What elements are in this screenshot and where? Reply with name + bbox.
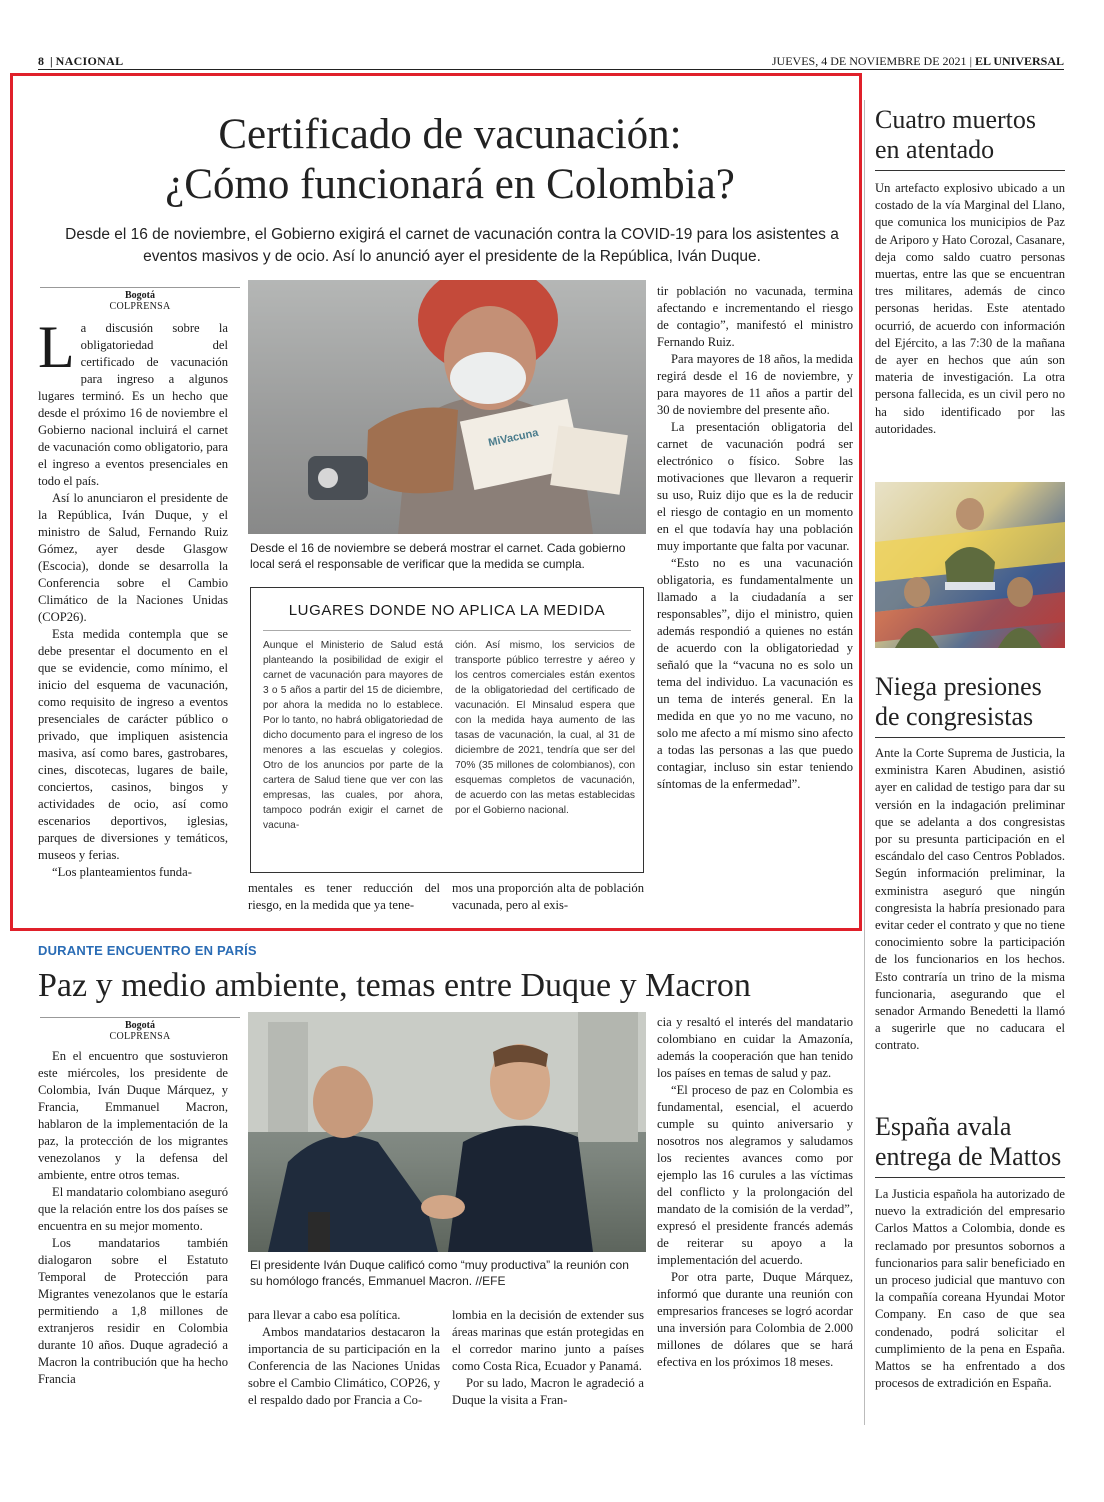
second-photo-caption: El presidente Iván Duque calificó como “muy productiva” la reunión con su homólogo francés, Emmanuel Macron. //EFE bbox=[250, 1258, 629, 1288]
second-byline bbox=[40, 1017, 240, 1042]
main-headline bbox=[40, 110, 860, 210]
byline bbox=[40, 287, 240, 312]
second-kicker: DURANTE ENCUENTRO EN PARÍS bbox=[38, 943, 257, 958]
paragraph: Esta medida contempla que se debe presentar el documento en el que se evidencie, como mínimo, el inicio del esquema de vacunación, como requisito de ingreso a eventos presenciales de carácter público o privado, que impliquen asistencia masiva, así como bares, gastrobares, cines, discotecas, lugares de baile, conciertos, casinos, bingos y actividades de ocio, así como escenarios deportivos, iglesias, parques de diversiones y temáticos, museos y ferias. bbox=[38, 627, 228, 862]
second-column-4 bbox=[657, 1014, 853, 1423]
byline-city: Bogotá bbox=[125, 1020, 155, 1031]
paragraph: para llevar a cabo esa política. bbox=[248, 1308, 401, 1322]
info-box-column-1: Aunque el Ministerio de Salud está planteando la posibilidad de exigir el carnet de vacunación para mayores de 3 o 5 años a partir del 15 de diciembre, por ahora la medida no lo establece. Por lo tanto, no habrá obligatoriedad de dicho documento para el ingreso de los menores a las escuelas y colegios. Otro de los anuncios por parte de la cartera de Salud tiene que ver con las empresas, las cuales, por ahora, tampoco podrán exigir el carnet de vacuna- bbox=[263, 640, 443, 831]
article-column-3 bbox=[452, 880, 644, 916]
photo-illustration bbox=[248, 280, 646, 534]
card-label: MiVacuna bbox=[487, 426, 540, 450]
paragraph: “El proceso de paz en Colombia es fundamental, esencial, el acuerdo cumple su quinto aniversario y nosotros nos alegramos y saludamos los recientes avances como por ejemplo las 16 curules a las víctimas del conflicto y la prolongación del mandato de la comisión de la verdad”, expresó el presidente francés además de reiterar su apoyo a la implementación del acuerdo. bbox=[657, 1083, 853, 1267]
sidebar-story-1: Un artefacto explosivo ubicado a un costado de la vía Marginal del Llano, que comunica los municipios de Paz de Ariporo y Hato Corozal, Casanare, deja como saldo cuatro personas muertas, entre las que se encuentran tres militares, además de cinco personas heridas. Este atentado ocurrió, de acuerdo con información del Ejército, a las 7:30 de la mañana de ayer en hechos que aún son materia de investigación. La otra persona fallecida, es un civil pero no ha sido identificado por las autoridades. bbox=[875, 181, 1065, 436]
folio-left: 8 | NACIONAL bbox=[38, 54, 124, 68]
paragraph: Para mayores de 18 años, la medida regirá desde el 16 de noviembre, y para mayores de 11 años a partir del 30 de noviembre del presente año. bbox=[657, 352, 853, 417]
dropcap: L bbox=[38, 320, 75, 380]
byline-agency: COLPRENSA bbox=[109, 1031, 171, 1042]
sidebar-story-3: La Justicia española ha autorizado de nuevo la extradición del empresario Carlos Mattos a Colombia, donde es reclamado por presuntos sobornos a funcionarios para salir beneficiado en un proceso judicial que mantuvo con la compañía coreana Hyundai Motor Company. En caso de que sea condenado, podrá solicitar el cumplimiento de la pena en España. Mattos se ha enfrentado a dos procesos de extradición en España. bbox=[875, 1187, 1065, 1391]
page-number: 8 bbox=[38, 54, 44, 68]
duque-macron-photo bbox=[248, 1012, 646, 1252]
second-column-2 bbox=[248, 1307, 440, 1423]
second-headline: Paz y medio ambiente, temas entre Duque y Macron bbox=[38, 967, 751, 1004]
newspaper-name: EL UNIVERSAL bbox=[974, 54, 1064, 68]
sidebar-photo bbox=[875, 482, 1065, 648]
second-column-1 bbox=[38, 1048, 228, 1423]
paragraph: Así lo anunciaron el presidente de la República, Iván Duque, y el ministro de Salud, Fernando Ruiz Gómez, ayer desde Glasgow (Escocia), donde se desarrolla la Conferencia sobre el Cambio Climático de la Naciones Unidas (COP26). bbox=[38, 491, 228, 624]
paragraph: El mandatario colombiano aseguró que la relación entre los dos países se encuentra en su mejor momento. bbox=[38, 1185, 228, 1233]
paragraph: a discusión sobre la obligatoriedad del certificado de vacunación para ingreso a algunos lugares terminó. Es un hecho que desde el próximo 16 de noviembre el Gobierno nacional incluirá el carnet de vacunación como obligatorio, para el ingreso a eventos presenciales en todo el país. bbox=[38, 321, 228, 488]
paragraph: lombia en la decisión de extender sus áreas marinas que están protegidas en el corredor marino junto a países como Costa Rica, Ecuador y Panamá. bbox=[452, 1308, 644, 1373]
sidebar-headline-2: Niega presiones de congresistas bbox=[875, 672, 1042, 731]
article-column-4 bbox=[657, 283, 853, 917]
paragraph: mos una proporción alta de población vacunada, pero al exis- bbox=[452, 881, 644, 912]
paragraph: Ambos mandatarios destacaron la importancia de su participación en la Conferencia de las Naciones Unidas sobre el Cambio Climático, COP26, y el respaldo dado por Francia a Co- bbox=[248, 1325, 440, 1407]
paragraph: tir población no vacunada, termina afectando e incrementando el riesgo de contagio”, manifestó el ministro Fernando Ruiz. bbox=[657, 284, 853, 349]
article-deck: Desde el 16 de noviembre, el Gobierno exigirá el carnet de vacunación contra la COVID-19 para los asistentes a eventos masivos y de ocio. Así lo anunció ayer el presidente de la República, Iván Duque. bbox=[65, 226, 839, 265]
info-box-rule bbox=[263, 630, 631, 631]
paragraph: Por su lado, Macron le agradeció a Duque la visita a Fran- bbox=[452, 1376, 644, 1407]
column-divider bbox=[864, 100, 865, 1425]
headline-line-1: Certificado de vacunación: bbox=[218, 111, 682, 158]
paragraph: La presentación obligatoria del carnet de vacunación podrá ser electrónico o físico. Sobre las motivaciones que llevaron a requerir su uso, Ruiz dijo que es la de reducir el riesgo de contagio en un momento en el que todavía hay una población muy importante que falta por vacunar. bbox=[657, 420, 853, 553]
sidebar-rule bbox=[875, 170, 1065, 171]
paragraph: cia y resaltó el interés del mandatario colombiano en cuidar la Amazonía, además la cooperación que han tenido los países en temas de salud y paz. bbox=[657, 1015, 853, 1080]
info-box-title: LUGARES DONDE NO APLICA LA MEDIDA bbox=[288, 602, 606, 619]
info-box-column-2: ción. Así mismo, los servicios de transporte público terrestre y aéreo y los centros comerciales están exentos de la obligatoriedad del certificado de vacunación. El Minsalud espera que con la medida haya aumento de las tasas de vacunación, la cual, al 31 de diciembre de 2021, tendría que ser del 70% (35 millones de colombianos), con esquemas completos de vacunación, de acuerdo con las metas establecidas por el Gobierno nacional. bbox=[455, 640, 635, 816]
photo-illustration bbox=[248, 1012, 646, 1252]
info-box bbox=[250, 587, 644, 873]
page-folio bbox=[38, 54, 1064, 70]
byline-city: Bogotá bbox=[125, 290, 155, 301]
byline-agency: COLPRENSA bbox=[109, 301, 171, 312]
paragraph: Por otra parte, Duque Márquez, informó que durante una reunión con empresarios franceses se logró acordar una inversión para Colombia de 2.000 millones de dólares que se hará efectiva en los próximos 18 meses. bbox=[657, 1270, 853, 1369]
issue-date: JUEVES, 4 DE NOVIEMBRE DE 2021 bbox=[771, 54, 967, 68]
sidebar-story-2: Ante la Corte Suprema de Justicia, la exministra Karen Abudinen, asistió ayer en calidad de testigo para dar su versión en la indagación preliminar que se adelanta a dos congresistas por su presunta participación en el escándalo del caso Centros Poblados. Según información preliminar, la exministra aseguró que ningún congresista la habría presionado para evitar ceder el contrato y que no tiene conocimiento sobre la participación de los funcionarios en los hechos. Esto contraría un trino de la misma funcionaria, asegurando que el senador Armando Benedetti la llamó a sugerirle que no caducara el contrato. bbox=[875, 746, 1065, 1053]
photo-illustration bbox=[875, 482, 1065, 648]
paragraph: En el encuentro que sostuvieron este miércoles, los presidente de Colombia, Iván Duque Márquez, y Francia, Emmanuel Macron, hablaron de la implementación de la paz, la protección de los migrantes venezolanos y la defensa del ambiente, entre otros temas. bbox=[38, 1049, 228, 1182]
folio-right: JUEVES, 4 DE NOVIEMBRE DE 2021 | EL UNIVERSAL bbox=[771, 54, 1064, 68]
sidebar-headline-1: Cuatro muertos en atentado bbox=[875, 105, 1037, 164]
paragraph: “Los planteamientos funda- bbox=[52, 865, 192, 879]
photo-caption: Desde el 16 de noviembre se deberá mostrar el carnet. Cada gobierno local será el responsable de verificar que la medida se cumpla. bbox=[250, 541, 626, 571]
sidebar-headline-3: España avala entrega de Mattos bbox=[875, 1112, 1062, 1171]
paragraph: Los mandatarios también dialogaron sobre el Estatuto Temporal de Protección para Migrantes venezolanos que le estaría permitiendo a 1,8 millones de extranjeros residir en Colombia durante 10 años. Duque agradeció a Macron la contribución que ha hecho Francia bbox=[38, 1236, 228, 1386]
paragraph: mentales es tener reducción del riesgo, en la medida que ya tene- bbox=[248, 881, 440, 912]
paragraph: “Esto no es una vacunación obligatoria, es fundamentalmente un llamado a la ciudadanía a ser responsables”, dijo el ministro, quien además respondió a quienes no están de acuerdo con la obligatoriedad y señaló que la “vacuna no es solo un tema del individuo. La vacunación es un tema de interés general. En la medida en que yo no me vacuno, no solo me afecto a mí mismo sino afecto a todas las personas a las que puedo contagiar, incluso sin estar teniendo síntomas de la enfermedad”. bbox=[657, 556, 853, 791]
sidebar-rule bbox=[875, 737, 1065, 738]
vaccination-photo bbox=[248, 280, 646, 534]
headline-line-2: ¿Cómo funcionará en Colombia? bbox=[165, 161, 735, 208]
article-column-1 bbox=[38, 320, 228, 918]
second-column-3 bbox=[452, 1307, 644, 1423]
sidebar-rule bbox=[875, 1177, 1065, 1178]
article-column-2 bbox=[248, 880, 440, 916]
section-name: NACIONAL bbox=[55, 54, 124, 68]
